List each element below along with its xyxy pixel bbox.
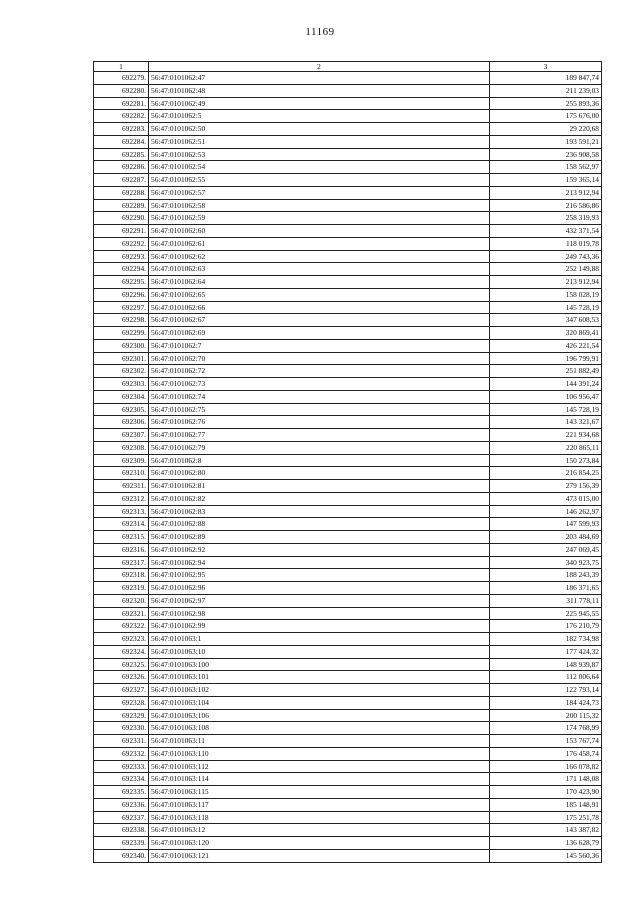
value-cell: 320 869,41 [490,327,602,340]
row-number-cell: 692327. [94,684,149,697]
cadastral-number-cell: 56:47:0101062:53 [149,148,490,161]
table-row [94,849,602,862]
cadastral-number-cell: 56:47:0101062:50 [149,123,490,136]
cadastral-number-cell: 56:47:0101062:48 [149,84,490,97]
row-number-cell: 692339. [94,837,149,850]
cadastral-number-cell: 56:47:0101062:79 [149,441,490,454]
cadastral-number-cell: 56:47:0101063:115 [149,786,490,799]
cadastral-number-cell: 56:47:0101062:69 [149,327,490,340]
table-row [94,556,602,569]
cadastral-number-cell: 56:47:0101062:96 [149,582,490,595]
column-header-value: 3 [490,62,602,72]
table-row [94,684,602,697]
row-number-cell: 692283. [94,123,149,136]
cadastral-number-cell: 56:47:0101062:76 [149,416,490,429]
table-row [94,237,602,250]
table-row [94,480,602,493]
value-cell: 159 365,14 [490,174,602,187]
row-number-cell: 692336. [94,798,149,811]
value-cell: 211 239,03 [490,84,602,97]
value-cell: 158 028,19 [490,288,602,301]
table-row [94,378,602,391]
value-cell: 118 019,78 [490,237,602,250]
cadastral-number-cell: 56:47:0101062:83 [149,505,490,518]
row-number-cell: 692297. [94,301,149,314]
cadastral-number-cell: 56:47:0101063:104 [149,696,490,709]
value-cell: 193 591,21 [490,135,602,148]
row-number-cell: 692304. [94,390,149,403]
row-number-cell: 692310. [94,467,149,480]
value-cell: 143 387,82 [490,824,602,837]
cadastral-number-cell: 56:47:0101063:11 [149,735,490,748]
value-cell: 220 865,11 [490,441,602,454]
row-number-cell: 692307. [94,429,149,442]
cadastral-number-cell: 56:47:0101062:49 [149,97,490,110]
column-header-cadastral-number: 2 [149,62,490,72]
row-number-cell: 692286. [94,161,149,174]
table-row [94,97,602,110]
row-number-cell: 692340. [94,849,149,862]
row-number-cell: 692295. [94,276,149,289]
value-cell: 279 156,39 [490,480,602,493]
row-number-cell: 692291. [94,225,149,238]
cadastral-number-cell: 56:47:0101062:89 [149,531,490,544]
table-row [94,186,602,199]
table-row [94,773,602,786]
table-row [94,798,602,811]
table-row [94,543,602,556]
table-row [94,263,602,276]
value-cell: 106 956,47 [490,390,602,403]
value-cell: 145 728,19 [490,403,602,416]
value-cell: 225 945,55 [490,607,602,620]
cadastral-number-cell: 56:47:0101062:47 [149,72,490,85]
row-number-cell: 692299. [94,327,149,340]
row-number-cell: 692322. [94,620,149,633]
cadastral-number-cell: 56:47:0101062:80 [149,467,490,480]
cadastral-number-cell: 56:47:0101063:102 [149,684,490,697]
table-row [94,454,602,467]
cadastral-number-cell: 56:47:0101062:64 [149,276,490,289]
row-number-cell: 692287. [94,174,149,187]
value-cell: 176 458,74 [490,747,602,760]
value-cell: 148 939,87 [490,658,602,671]
table-row [94,671,602,684]
table-row [94,365,602,378]
value-cell: 112 006,64 [490,671,602,684]
row-number-cell: 692280. [94,84,149,97]
value-cell: 166 078,82 [490,760,602,773]
table-row [94,276,602,289]
value-cell: 213 912,94 [490,276,602,289]
table-row [94,518,602,531]
value-cell: 122 793,14 [490,684,602,697]
row-number-cell: 692338. [94,824,149,837]
row-number-cell: 692301. [94,352,149,365]
value-cell: 29 220,68 [490,123,602,136]
table-row [94,569,602,582]
table-row [94,620,602,633]
cadastral-number-cell: 56:47:0101062:94 [149,556,490,569]
table-row [94,429,602,442]
row-number-cell: 692313. [94,505,149,518]
value-cell: 347 608,53 [490,314,602,327]
value-cell: 203 484,69 [490,531,602,544]
table-row [94,633,602,646]
table-row [94,84,602,97]
row-number-cell: 692333. [94,760,149,773]
row-number-cell: 692308. [94,441,149,454]
table-body [94,72,602,863]
cadastral-number-cell: 56:47:0101063:118 [149,811,490,824]
value-cell: 311 778,11 [490,594,602,607]
table-row [94,582,602,595]
cadastral-number-cell: 56:47:0101062:60 [149,225,490,238]
row-number-cell: 692319. [94,582,149,595]
table-row [94,696,602,709]
cadastral-number-cell: 56:47:0101062:73 [149,378,490,391]
cadastral-number-cell: 56:47:0101062:97 [149,594,490,607]
value-cell: 145 728,19 [490,301,602,314]
row-number-cell: 692296. [94,288,149,301]
cadastral-number-cell: 56:47:0101062:77 [149,429,490,442]
cadastral-number-cell: 56:47:0101062:61 [149,237,490,250]
cadastral-number-cell: 56:47:0101063:120 [149,837,490,850]
row-number-cell: 692316. [94,543,149,556]
row-number-cell: 692306. [94,416,149,429]
table-row [94,212,602,225]
table-row [94,250,602,263]
row-number-cell: 692321. [94,607,149,620]
cadastral-number-cell: 56:47:0101063:101 [149,671,490,684]
table-row [94,225,602,238]
value-cell: 171 148,08 [490,773,602,786]
value-cell: 158 562,97 [490,161,602,174]
table-header-row [94,62,602,72]
cadastral-number-cell: 56:47:0101062:70 [149,352,490,365]
row-number-cell: 692309. [94,454,149,467]
table-row [94,416,602,429]
value-cell: 176 210,79 [490,620,602,633]
row-number-cell: 692314. [94,518,149,531]
cadastral-number-cell: 56:47:0101062:81 [149,480,490,493]
value-cell: 216 854,25 [490,467,602,480]
value-cell: 258 319,93 [490,212,602,225]
value-cell: 213 912,94 [490,186,602,199]
cadastral-number-cell: 56:47:0101062:67 [149,314,490,327]
value-cell: 340 923,75 [490,556,602,569]
value-cell: 473 015,00 [490,492,602,505]
row-number-cell: 692335. [94,786,149,799]
value-cell: 175 251,78 [490,811,602,824]
value-cell: 175 676,00 [490,110,602,123]
cadastral-number-cell: 56:47:0101062:58 [149,199,490,212]
table-row [94,174,602,187]
value-cell: 189 847,74 [490,72,602,85]
value-cell: 182 734,98 [490,633,602,646]
cadastral-number-cell: 56:47:0101062:88 [149,518,490,531]
value-cell: 247 069,45 [490,543,602,556]
table-row [94,709,602,722]
cadastral-number-cell: 56:47:0101062:82 [149,492,490,505]
value-cell: 432 371,54 [490,225,602,238]
table-row [94,110,602,123]
row-number-cell: 692300. [94,339,149,352]
value-cell: 221 934,68 [490,429,602,442]
table-row [94,148,602,161]
value-cell: 146 262,97 [490,505,602,518]
cadastral-number-cell: 56:47:0101063:114 [149,773,490,786]
row-number-cell: 692325. [94,658,149,671]
cadastral-number-cell: 56:47:0101062:7 [149,339,490,352]
registry-table [93,61,602,863]
table-row [94,403,602,416]
row-number-cell: 692294. [94,263,149,276]
row-number-cell: 692312. [94,492,149,505]
value-cell: 251 882,49 [490,365,602,378]
table-row [94,531,602,544]
row-number-cell: 692331. [94,735,149,748]
row-number-cell: 692303. [94,378,149,391]
value-cell: 150 273,84 [490,454,602,467]
table-row [94,467,602,480]
row-number-cell: 692317. [94,556,149,569]
table-row [94,352,602,365]
cadastral-number-cell: 56:47:0101062:8 [149,454,490,467]
row-number-cell: 692318. [94,569,149,582]
cadastral-number-cell: 56:47:0101062:74 [149,390,490,403]
value-cell: 143 321,67 [490,416,602,429]
cadastral-number-cell: 56:47:0101062:5 [149,110,490,123]
value-cell: 177 424,32 [490,645,602,658]
value-cell: 249 743,36 [490,250,602,263]
table-row [94,722,602,735]
cadastral-number-cell: 56:47:0101063:1 [149,633,490,646]
row-number-cell: 692311. [94,480,149,493]
cadastral-number-cell: 56:47:0101062:99 [149,620,490,633]
cadastral-number-cell: 56:47:0101063:108 [149,722,490,735]
table-row [94,594,602,607]
cadastral-number-cell: 56:47:0101062:66 [149,301,490,314]
row-number-cell: 692334. [94,773,149,786]
row-number-cell: 692289. [94,199,149,212]
cadastral-number-cell: 56:47:0101063:110 [149,747,490,760]
cadastral-number-cell: 56:47:0101062:98 [149,607,490,620]
cadastral-number-cell: 56:47:0101063:106 [149,709,490,722]
row-number-cell: 692292. [94,237,149,250]
table-row [94,492,602,505]
table-row [94,314,602,327]
table-row [94,658,602,671]
table-row [94,607,602,620]
value-cell: 184 424,73 [490,696,602,709]
value-cell: 186 371,65 [490,582,602,595]
cadastral-number-cell: 56:47:0101062:75 [149,403,490,416]
table-row [94,837,602,850]
value-cell: 185 148,91 [490,798,602,811]
table-row [94,161,602,174]
cadastral-number-cell: 56:47:0101063:10 [149,645,490,658]
row-number-cell: 692305. [94,403,149,416]
table-row [94,339,602,352]
row-number-cell: 692332. [94,747,149,760]
table-row [94,441,602,454]
page-number: 11169 [305,26,335,38]
value-cell: 188 243,39 [490,569,602,582]
cadastral-number-cell: 56:47:0101063:117 [149,798,490,811]
cadastral-number-cell: 56:47:0101063:12 [149,824,490,837]
value-cell: 145 560,36 [490,849,602,862]
table-row [94,301,602,314]
row-number-cell: 692293. [94,250,149,263]
table-row [94,735,602,748]
row-number-cell: 692288. [94,186,149,199]
cadastral-number-cell: 56:47:0101062:92 [149,543,490,556]
table-row [94,327,602,340]
row-number-cell: 692279. [94,72,149,85]
table-row [94,288,602,301]
table-row [94,760,602,773]
cadastral-number-cell: 56:47:0101062:63 [149,263,490,276]
value-cell: 216 586,86 [490,199,602,212]
table-row [94,786,602,799]
value-cell: 174 768,99 [490,722,602,735]
value-cell: 426 221,54 [490,339,602,352]
row-number-cell: 692326. [94,671,149,684]
value-cell: 196 799,91 [490,352,602,365]
table-row [94,824,602,837]
value-cell: 200 115,32 [490,709,602,722]
value-cell: 136 628,79 [490,837,602,850]
column-header-number: 1 [94,62,149,72]
row-number-cell: 692329. [94,709,149,722]
cadastral-number-cell: 56:47:0101063:121 [149,849,490,862]
value-cell: 153 767,74 [490,735,602,748]
cadastral-number-cell: 56:47:0101062:62 [149,250,490,263]
cadastral-number-cell: 56:47:0101062:54 [149,161,490,174]
row-number-cell: 692315. [94,531,149,544]
table-row [94,135,602,148]
cadastral-number-cell: 56:47:0101062:59 [149,212,490,225]
value-cell: 147 599,93 [490,518,602,531]
row-number-cell: 692330. [94,722,149,735]
table-row [94,811,602,824]
cadastral-number-cell: 56:47:0101062:55 [149,174,490,187]
table-row [94,645,602,658]
value-cell: 144 391,24 [490,378,602,391]
row-number-cell: 692324. [94,645,149,658]
table-row [94,747,602,760]
cadastral-number-cell: 56:47:0101063:100 [149,658,490,671]
value-cell: 252 149,88 [490,263,602,276]
row-number-cell: 692281. [94,97,149,110]
row-number-cell: 692302. [94,365,149,378]
cadastral-number-cell: 56:47:0101062:95 [149,569,490,582]
value-cell: 255 893,36 [490,97,602,110]
row-number-cell: 692282. [94,110,149,123]
row-number-cell: 692285. [94,148,149,161]
table-row [94,505,602,518]
row-number-cell: 692290. [94,212,149,225]
row-number-cell: 692323. [94,633,149,646]
table-row [94,199,602,212]
value-cell: 236 908,58 [490,148,602,161]
table-row [94,123,602,136]
cadastral-number-cell: 56:47:0101062:51 [149,135,490,148]
row-number-cell: 692328. [94,696,149,709]
cadastral-number-cell: 56:47:0101062:65 [149,288,490,301]
cadastral-number-cell: 56:47:0101062:72 [149,365,490,378]
row-number-cell: 692298. [94,314,149,327]
row-number-cell: 692284. [94,135,149,148]
row-number-cell: 692320. [94,594,149,607]
row-number-cell: 692337. [94,811,149,824]
cadastral-number-cell: 56:47:0101062:57 [149,186,490,199]
cadastral-number-cell: 56:47:0101063:112 [149,760,490,773]
table-row [94,72,602,85]
value-cell: 170 423,90 [490,786,602,799]
table-row [94,390,602,403]
